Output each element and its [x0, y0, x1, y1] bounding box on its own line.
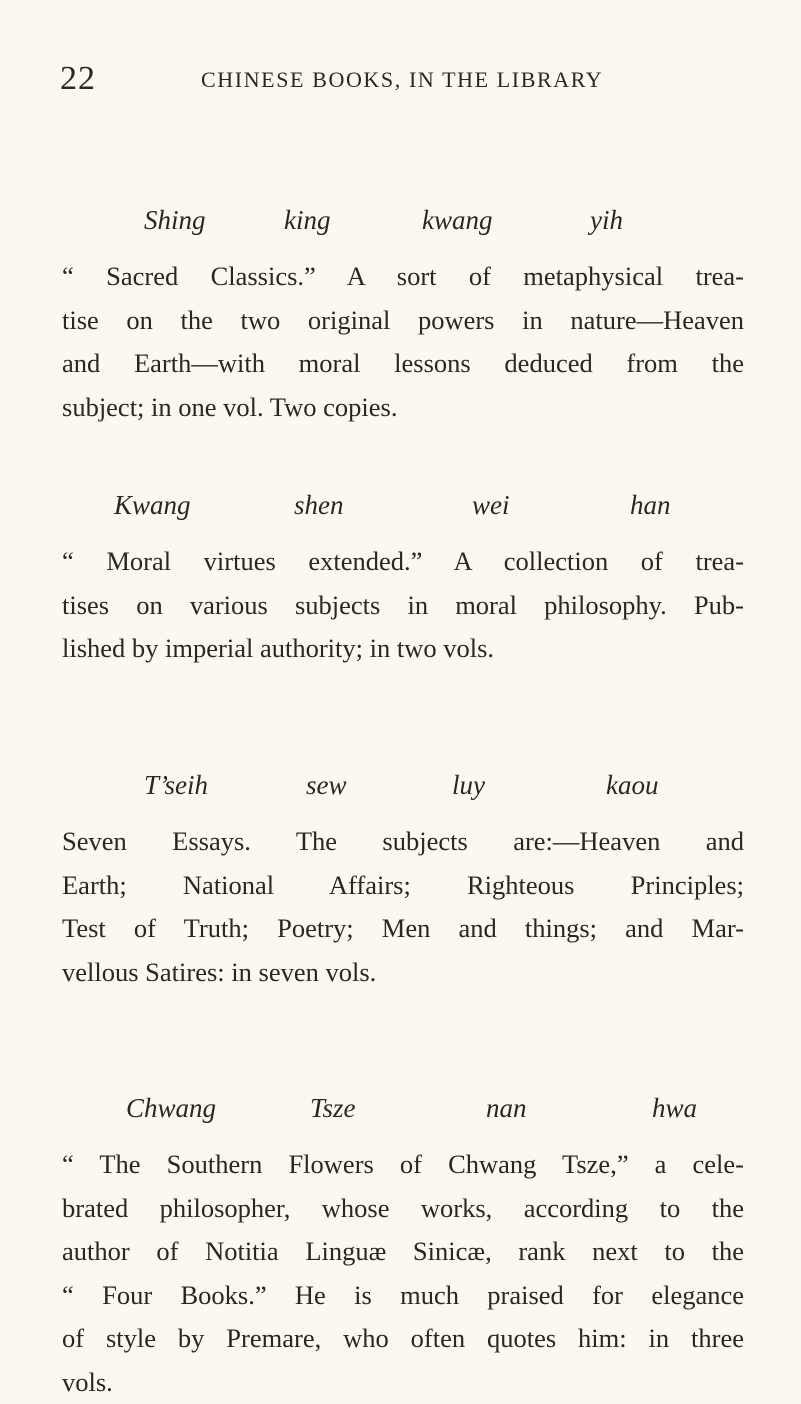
description-line: of style by Premare, who often quotes him: in three [62, 1317, 744, 1361]
entry-title [62, 205, 744, 249]
running-head-title: CHINESE BOOKS, IN THE LIBRARY [201, 67, 603, 93]
description-line: author of Notitia Linguæ Sinicæ, rank next to the [62, 1230, 744, 1274]
description-line: subject; in one vol. Two copies. [62, 386, 744, 430]
running-head [60, 58, 760, 98]
entry-title [62, 1093, 744, 1137]
page-number: 22 [60, 60, 96, 98]
entry-title [62, 770, 744, 814]
title-word: yih [590, 205, 623, 236]
entry-description [62, 1143, 744, 1404]
description-line: “ The Southern Flowers of Chwang Tsze,” a cele- [62, 1143, 744, 1187]
title-word: shen [294, 490, 344, 521]
title-word: luy [452, 770, 485, 801]
description-line: Test of Truth; Poetry; Men and things; and Mar- [62, 907, 744, 951]
description-line: lished by imperial authority; in two vols. [62, 627, 744, 671]
title-word: wei [472, 490, 510, 521]
title-word: Tsze [310, 1093, 356, 1124]
title-word: Chwang [126, 1093, 216, 1124]
title-word: Kwang [114, 490, 191, 521]
title-word: nan [486, 1093, 527, 1124]
description-line: “ Moral virtues extended.” A collection of trea- [62, 540, 744, 584]
description-line: Earth; National Affairs; Righteous Principles; [62, 864, 744, 908]
description-line: tises on various subjects in moral philosophy. Pub- [62, 584, 744, 628]
title-word: Shing [144, 205, 206, 236]
title-word: kaou [606, 770, 658, 801]
entry-description [62, 255, 744, 429]
description-line: brated philosopher, whose works, according to the [62, 1187, 744, 1231]
description-line: “ Sacred Classics.” A sort of metaphysical trea- [62, 255, 744, 299]
book-entry [62, 770, 744, 994]
entry-description [62, 820, 744, 994]
description-line: vellous Satires: in seven vols. [62, 951, 744, 995]
title-word: hwa [652, 1093, 697, 1124]
description-line: vols. [62, 1361, 744, 1404]
entry-description [62, 540, 744, 671]
title-word: T’seih [144, 770, 208, 801]
title-word: kwang [422, 205, 493, 236]
book-entry [62, 205, 744, 429]
title-word: han [630, 490, 671, 521]
book-entry [62, 490, 744, 671]
description-line: and Earth—with moral lessons deduced from the [62, 342, 744, 386]
description-line: tise on the two original powers in nature—Heaven [62, 299, 744, 343]
description-line: Seven Essays. The subjects are:—Heaven and [62, 820, 744, 864]
description-line: “ Four Books.” He is much praised for elegance [62, 1274, 744, 1318]
entry-title [62, 490, 744, 534]
title-word: king [284, 205, 331, 236]
book-entry [62, 1093, 744, 1404]
title-word: sew [306, 770, 347, 801]
